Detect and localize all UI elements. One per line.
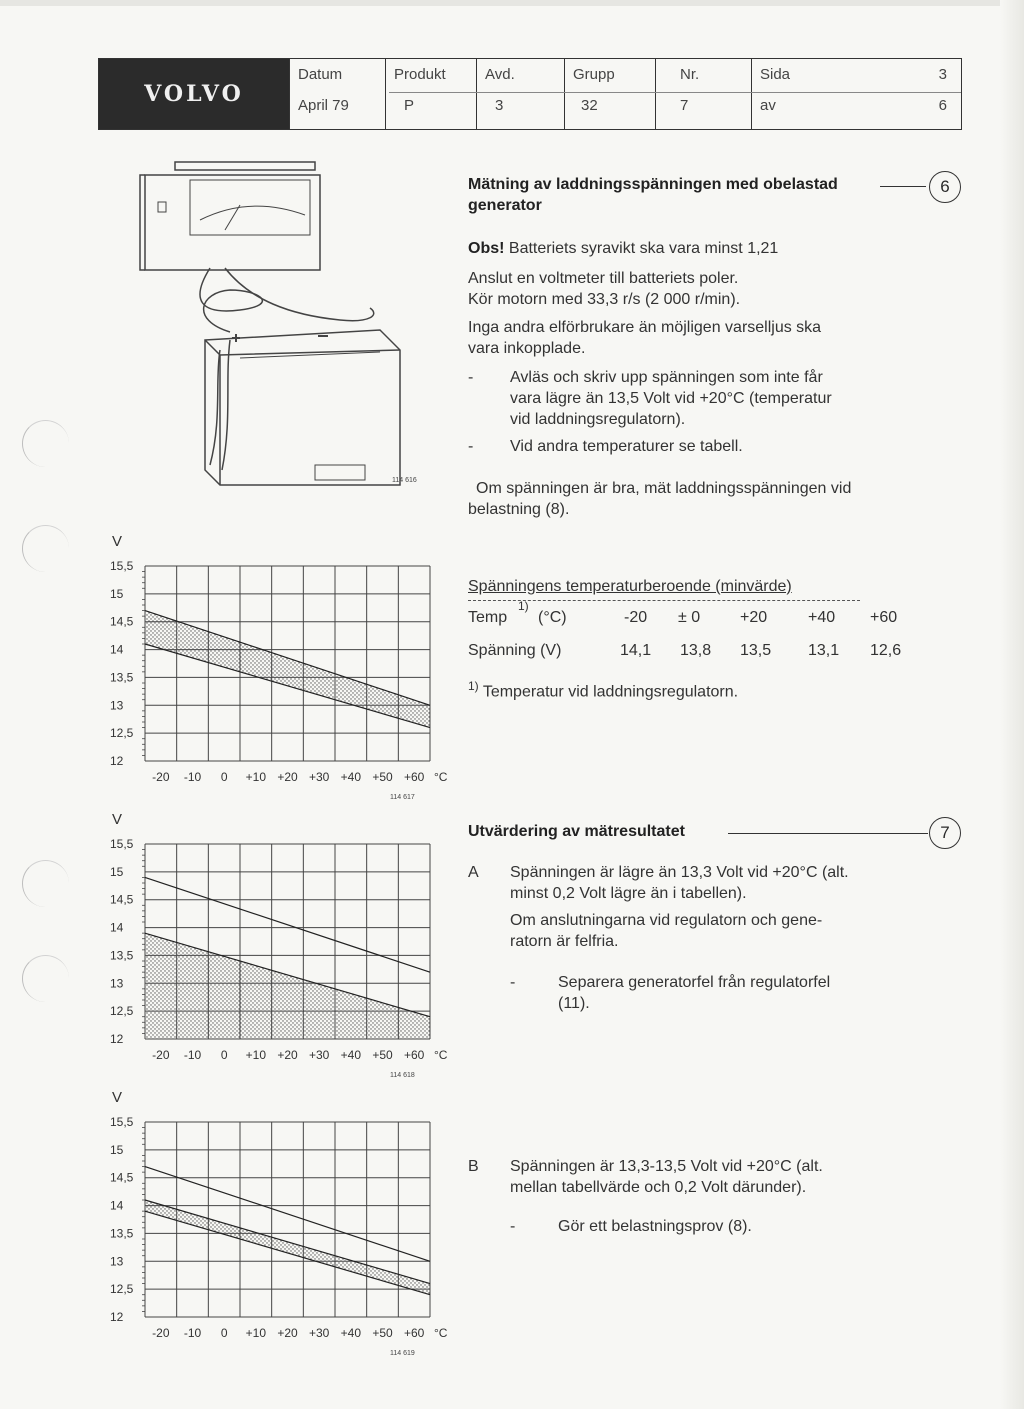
y-tick-label: 15 xyxy=(110,1142,124,1157)
y-tick-label: 13,5 xyxy=(110,948,134,963)
temp-unit: (°C) xyxy=(538,609,567,626)
x-tick-label: +10 xyxy=(245,770,267,784)
header-value: April 79 xyxy=(298,97,349,114)
y-tick-label: 13 xyxy=(110,976,124,991)
x-tick-label: +30 xyxy=(308,1048,330,1062)
obs-note: Obs! Batteriets syravikt ska vara minst 1,21 xyxy=(468,240,779,257)
bullet-read-voltage: - Avläs och skriv upp spänningen som inte får vara lägre än 13,5 Volt vid +20°C (temperatur vid laddningsregulatorn). xyxy=(468,369,832,428)
x-tick-label: 0 xyxy=(220,1326,228,1340)
header-label: Datum xyxy=(298,66,343,83)
x-tick-label: -10 xyxy=(183,1326,202,1340)
instruction-consumers: Inga andra elförbrukare än möjligen varselljus ska vara inkopplade. xyxy=(468,319,822,357)
table-cell: +40 xyxy=(808,609,836,626)
header-cell-grupp xyxy=(564,59,655,129)
header-label: Produkt xyxy=(394,66,446,83)
y-tick-label: 13 xyxy=(110,698,124,713)
x-tick-label: +50 xyxy=(372,1326,393,1340)
figure-code: 114 617 xyxy=(390,794,415,801)
table-cell: 12,6 xyxy=(870,642,902,659)
x-tick-label: +60 xyxy=(403,770,425,784)
figure-code: 114 619 xyxy=(390,1350,415,1357)
table-cell: 13,5 xyxy=(740,642,772,659)
punch-hole xyxy=(22,420,69,467)
section-7-title: Utvärdering av mätresultatet xyxy=(468,823,685,840)
y-tick-label: 12 xyxy=(110,754,124,768)
y-tick-label: 12,5 xyxy=(110,1004,134,1019)
header-value: av xyxy=(760,97,776,114)
x-tick-label: +40 xyxy=(340,770,362,784)
x-tick-label: +60 xyxy=(403,1048,425,1062)
y-tick-label: 14,5 xyxy=(110,1170,134,1185)
section-6-title: Mätning av laddningsspänningen med obelastad generator xyxy=(468,176,838,214)
header-value: 32 xyxy=(581,97,598,114)
case-b-bullet: - Gör ett belastningsprov (8). xyxy=(510,1218,752,1235)
y-tick-label: 13,5 xyxy=(110,1226,134,1241)
x-tick-label: +30 xyxy=(308,1326,330,1340)
voltmeter-battery-illustration xyxy=(130,140,450,500)
header-value: 7 xyxy=(680,97,689,114)
punch-hole xyxy=(22,860,69,907)
y-tick-label: 12,5 xyxy=(110,1282,134,1297)
x-tick-label: +40 xyxy=(340,1048,362,1062)
page-number: 3 xyxy=(938,66,947,83)
y-tick-label: 15 xyxy=(110,864,124,879)
y-tick-label: 15,5 xyxy=(110,1115,134,1129)
x-tick-label: -20 xyxy=(152,770,170,784)
instruction-load-test: Om spänningen är bra, mät laddningsspänningen vid belastning (8). xyxy=(468,480,852,518)
section-6-rule xyxy=(880,186,926,187)
y-tick-label: 15,5 xyxy=(110,837,134,851)
header-label: Nr. xyxy=(680,66,700,83)
case-a-check: Om anslutningarna vid regulatorn och gene- ratorn är felfria. xyxy=(510,912,823,950)
x-tick-label: -20 xyxy=(152,1326,170,1340)
header-label: Avd. xyxy=(485,66,515,83)
table-cell: 14,1 xyxy=(620,642,652,659)
voltage-chart-borderline xyxy=(100,1084,470,1379)
x-tick-label: -10 xyxy=(183,1048,202,1062)
footnote-mark: 1) xyxy=(518,599,529,613)
table-footnote: $^{1)}$ Temperatur vid laddningsregulatorn. xyxy=(468,679,739,701)
y-axis-label: V xyxy=(112,811,123,828)
page-top-edge xyxy=(0,0,1024,6)
header-cell-datum xyxy=(289,59,385,129)
voltage-chart-reference xyxy=(100,528,470,813)
y-tick-label: 14 xyxy=(110,642,124,657)
x-tick-label: 0 xyxy=(220,770,228,784)
y-tick-label: 12 xyxy=(110,1310,124,1324)
bullet-see-table: - Vid andra temperaturer se tabell. xyxy=(468,438,743,455)
y-tick-label: 12,5 xyxy=(110,726,134,741)
header-label: Grupp xyxy=(573,66,615,83)
shaded-area xyxy=(145,933,430,1039)
section-7-number: 7 xyxy=(929,817,961,849)
series-line xyxy=(145,611,430,706)
header-divider xyxy=(389,92,961,93)
page-right-edge xyxy=(1000,0,1024,1409)
table-cell: +60 xyxy=(870,609,898,626)
x-tick-label: +20 xyxy=(277,1048,298,1062)
header-cell-nr xyxy=(655,59,751,129)
figure-code: 114 618 xyxy=(390,1072,415,1079)
x-tick-label: +50 xyxy=(372,770,393,784)
x-tick-label: +40 xyxy=(340,1326,362,1340)
document-header xyxy=(98,58,962,130)
x-tick-label: +10 xyxy=(245,1048,267,1062)
y-axis-label: V xyxy=(112,533,123,550)
y-tick-label: 14,5 xyxy=(110,892,134,907)
x-tick-label: +30 xyxy=(308,770,330,784)
instruction-connect: Anslut en voltmeter till batteriets poler. Kör motorn med 33,3 r/s (2 000 r/min). xyxy=(468,270,741,308)
punch-hole xyxy=(22,955,69,1002)
y-tick-label: 15,5 xyxy=(110,559,134,573)
series-line xyxy=(145,1200,430,1284)
header-cell-produkt xyxy=(385,59,476,129)
volvo-logo: VOLVO xyxy=(99,59,289,129)
x-tick-label: -20 xyxy=(152,1048,170,1062)
case-a-bullet: - Separera generatorfel från regulatorfel (11). xyxy=(510,974,831,1012)
x-tick-label: +60 xyxy=(403,1326,425,1340)
header-label: Sida xyxy=(760,66,791,83)
y-tick-label: 12 xyxy=(110,1032,124,1046)
case-a: A Spänningen är lägre än 13,3 Volt vid +20°C (alt. minst 0,2 Volt lägre än i tabellen). xyxy=(468,864,849,902)
table-row-label: Temp xyxy=(468,609,508,626)
voltage-chart-too-low xyxy=(100,806,470,1091)
header-cell-sida xyxy=(751,59,961,129)
case-letter: A xyxy=(468,864,479,881)
section-6-number: 6 xyxy=(929,171,961,203)
y-tick-label: 13 xyxy=(110,1254,124,1269)
case-letter: B xyxy=(468,1158,479,1175)
x-tick-label: 0 xyxy=(220,1048,228,1062)
x-tick-label: -10 xyxy=(183,770,202,784)
y-tick-label: 14 xyxy=(110,920,124,935)
y-axis-label: V xyxy=(112,1089,123,1106)
header-value: P xyxy=(404,97,415,114)
x-tick-label: +20 xyxy=(277,1326,298,1340)
x-unit-label: °C xyxy=(434,1326,448,1340)
series-line xyxy=(145,1211,430,1295)
x-unit-label: °C xyxy=(434,1048,448,1062)
table-cell: 13,8 xyxy=(680,642,712,659)
table-row-label: Spänning (V) xyxy=(468,642,562,659)
table-cell: ± 0 xyxy=(678,609,701,626)
table-cell: -20 xyxy=(624,609,648,626)
y-tick-label: 15 xyxy=(110,586,124,601)
page-total: 6 xyxy=(938,97,947,114)
case-b: B Spänningen är 13,3-13,5 Volt vid +20°C (alt. mellan tabellvärde och 0,2 Volt därunder). xyxy=(468,1158,823,1196)
y-tick-label: 13,5 xyxy=(110,670,134,685)
punch-hole xyxy=(22,525,69,572)
header-cell-avd xyxy=(476,59,564,129)
figure-code: 114 616 xyxy=(392,477,417,484)
x-unit-label: °C xyxy=(434,770,448,784)
header-value: 3 xyxy=(495,97,504,114)
table-title: Spänningens temperaturberoende (minvärde) xyxy=(468,578,792,595)
x-tick-label: +20 xyxy=(277,770,298,784)
y-tick-label: 14 xyxy=(110,1198,124,1213)
x-tick-label: +50 xyxy=(372,1048,393,1062)
section-7-rule xyxy=(728,833,928,834)
y-tick-label: 14,5 xyxy=(110,614,134,629)
x-tick-label: +10 xyxy=(245,1326,267,1340)
series-line xyxy=(145,644,430,728)
table-cell: +20 xyxy=(740,609,768,626)
shaded-band xyxy=(145,611,430,728)
table-cell: 13,1 xyxy=(808,642,840,659)
